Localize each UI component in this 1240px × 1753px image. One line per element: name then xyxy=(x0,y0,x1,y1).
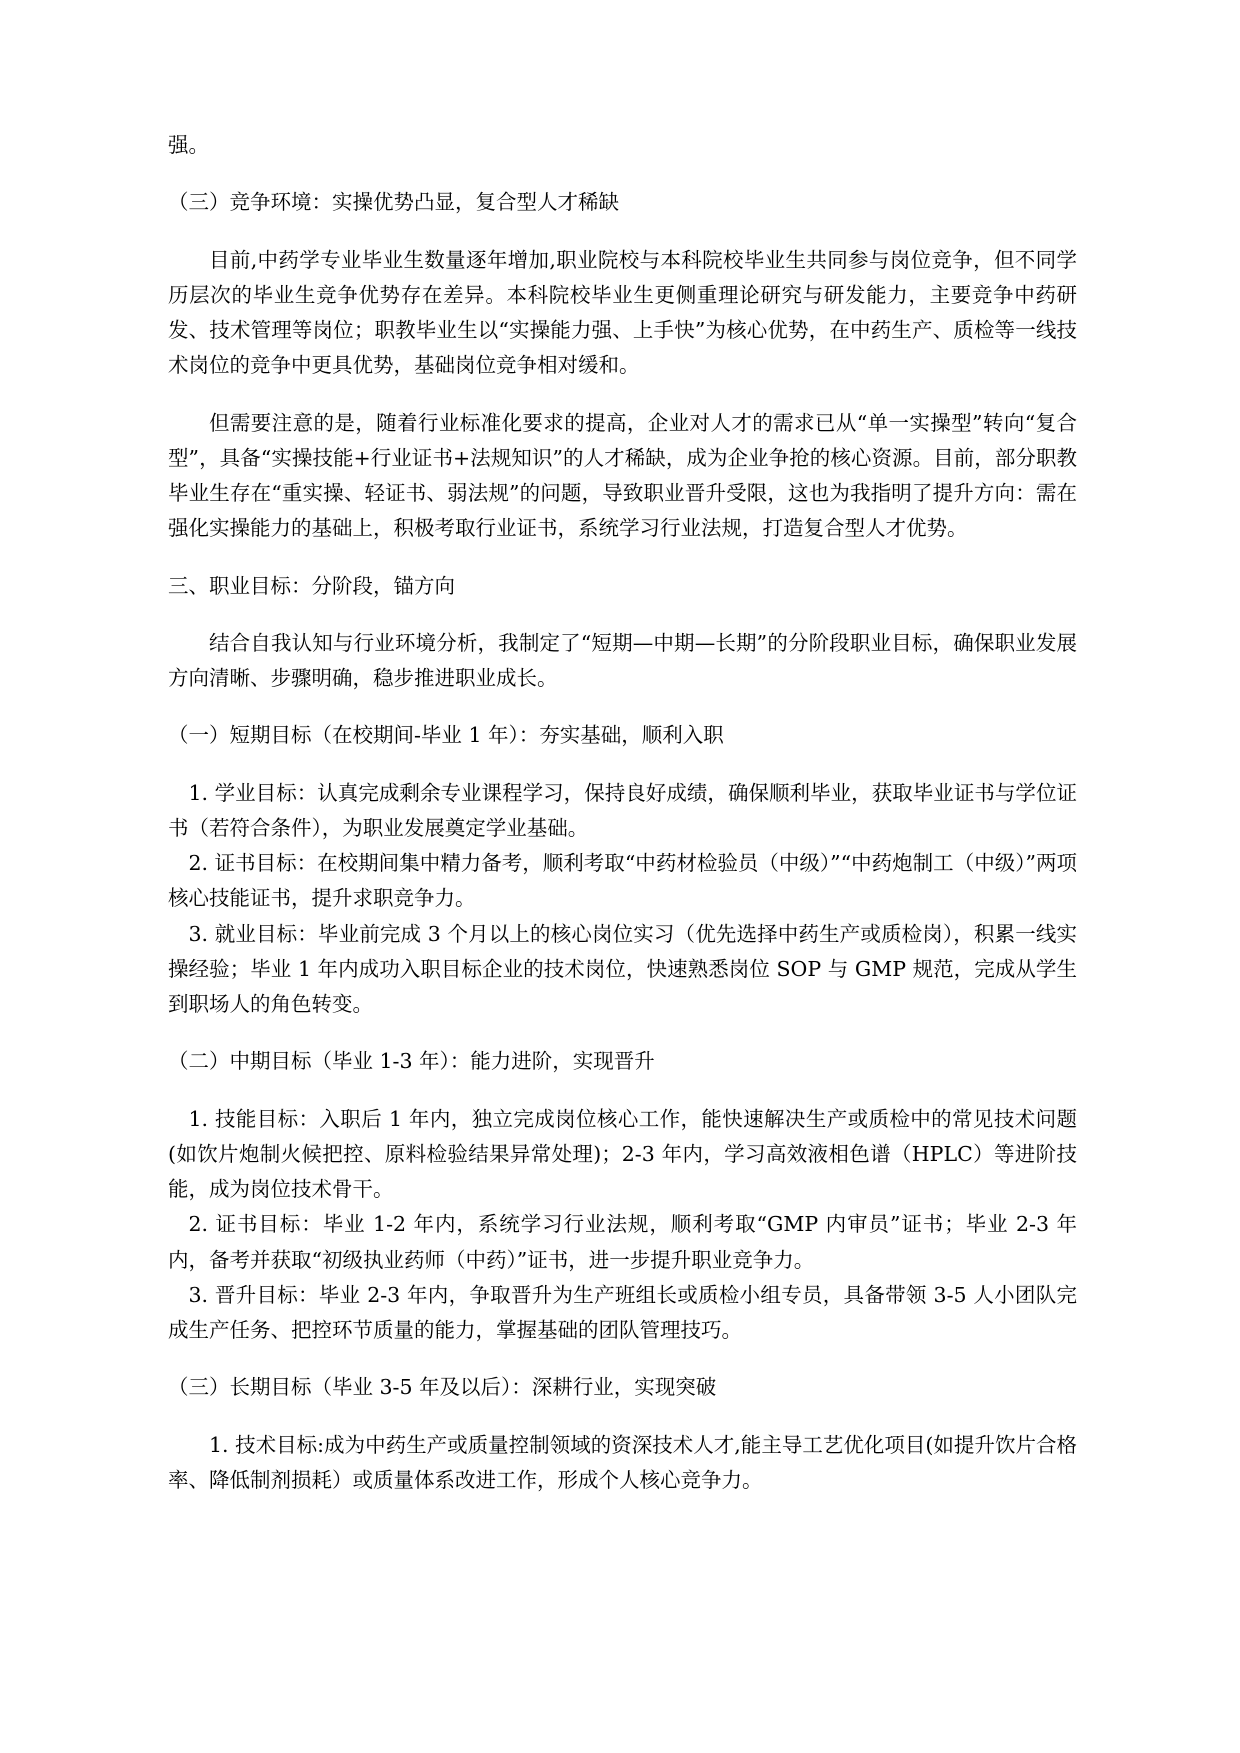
section-heading: 三、职业目标：分阶段，锚方向 xyxy=(168,573,455,598)
list-item: 3. 就业目标：毕业前完成 3 个月以上的核心岗位实习（优先选择中药生产或质检岗），积累一线实操经验；毕业 1 年内成功入职目标企业的技术岗位，快速熟悉岗位 SOP 与 GMP 规范，完成从学生到职场人的角色转变。 xyxy=(168,921,1077,1016)
document-body xyxy=(168,128,1077,1498)
section-heading: （三）竞争环境：实操优势凸显，复合型人才稀缺 xyxy=(168,190,619,215)
list-item: 1. 学业目标：认真完成剩余专业课程学习，保持良好成绩，确保顺利毕业，获取毕业证书与学位证书（若符合条件），为职业发展奠定学业基础。 xyxy=(168,780,1077,840)
subsection-heading: （三）长期目标（毕业 3-5 年及以后）：深耕行业，实现突破 xyxy=(168,1375,717,1400)
paragraph: 但需要注意的是，随着行业标准化要求的提高，企业对人才的需求已从“单一实操型”转向“复合型”，具备“实操技能+行业证书+法规知识”的人才稀缺，成为企业争抢的核心资源。目前，部分职教毕业生存在“重实操、轻证书、弱法规”的问题，导致职业晋升受限，这也为我指明了提升方向：需在强化实操能力的基础上，积极考取行业证书，系统学习行业法规，打造复合型人才优势。 xyxy=(168,410,1077,541)
list-item: 2. 证书目标：在校期间集中精力备考，顺利考取“中药材检验员（中级）”“中药炮制工（中级）”两项核心技能证书，提升求职竞争力。 xyxy=(168,851,1077,911)
paragraph: 目前,中药学专业毕业生数量逐年增加,职业院校与本科院校毕业生共同参与岗位竞争，但不同学历层次的毕业生竞争优势存在差异。本科院校毕业生更侧重理论研究与研发能力，主要竞争中药研发、技术管理等岗位；职教毕业生以“实操能力强、上手快”为核心优势，在中药生产、质检等一线技术岗位的竞争中更具优势，基础岗位竞争相对缓和。 xyxy=(168,247,1077,378)
list-item: 1. 技能目标：入职后 1 年内，独立完成岗位核心工作，能快速解决生产或质检中的常见技术问题(如饮片炮制火候把控、原料检验结果异常处理)；2-3 年内，学习高效液相色谱（HPLC）等进阶技能，成为岗位技术骨干。 xyxy=(168,1106,1077,1201)
list-item: 3. 晋升目标：毕业 2-3 年内，争取晋升为生产班组长或质检小组专员，具备带领 3-5 人小团队完成生产任务、把控环节质量的能力，掌握基础的团队管理技巧。 xyxy=(168,1282,1077,1342)
subsection-heading: （一）短期目标（在校期间-毕业 1 年）：夯实基础，顺利入职 xyxy=(168,723,724,748)
paragraph: 结合自我认知与行业环境分析，我制定了“短期—中期—长期”的分阶段职业目标，确保职业发展方向清晰、步骤明确，稳步推进职业成长。 xyxy=(168,630,1077,690)
list-item: 1. 技术目标:成为中药生产或质量控制领域的资深技术人才,能主导工艺优化项目(如提升饮片合格率、降低制剂损耗）或质量体系改进工作，形成个人核心竞争力。 xyxy=(168,1432,1077,1492)
paragraph: 强。 xyxy=(168,133,209,157)
list-item: 2. 证书目标：毕业 1-2 年内，系统学习行业法规，顺利考取“GMP 内审员”证书；毕业 2-3 年内，备考并获取“初级执业药师（中药）”证书，进一步提升职业竞争力。 xyxy=(168,1212,1077,1272)
subsection-heading: （二）中期目标（毕业 1-3 年）：能力进阶，实现晋升 xyxy=(168,1049,655,1074)
